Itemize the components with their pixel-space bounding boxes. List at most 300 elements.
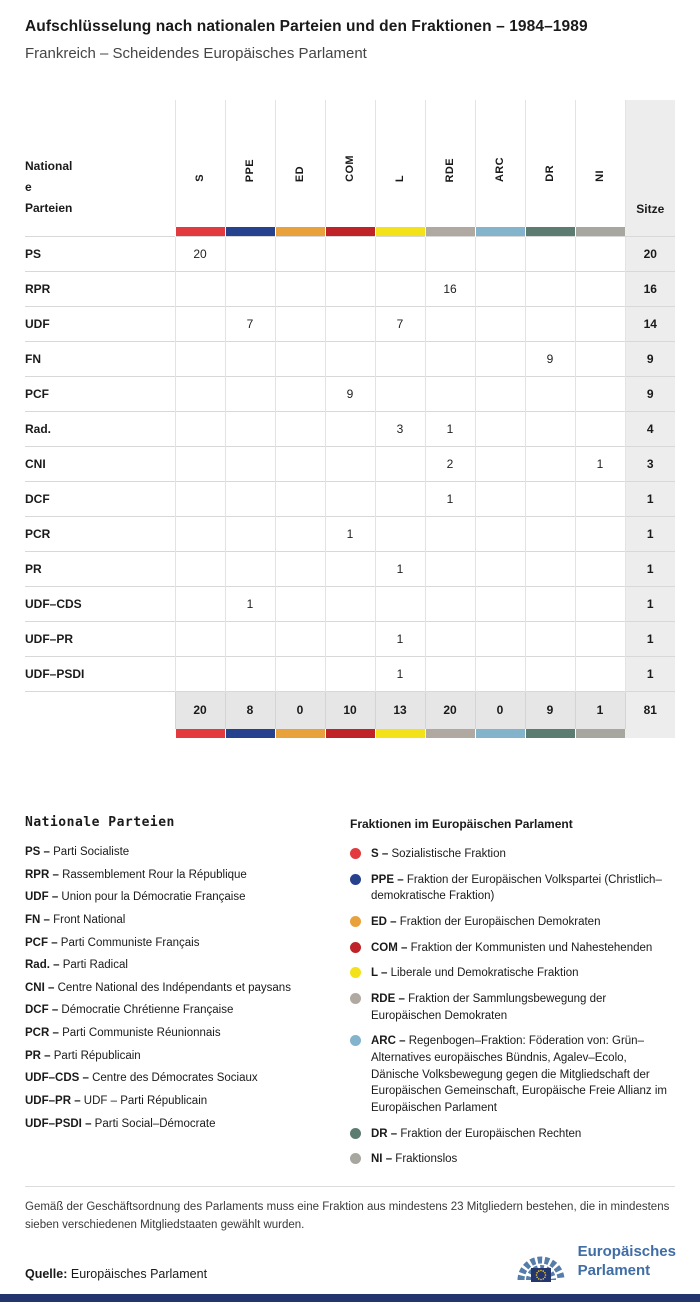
source-label: Quelle: — [25, 1267, 68, 1281]
total-cell: 1 — [575, 691, 625, 729]
color-bar-com — [325, 227, 375, 236]
value-cell — [425, 551, 475, 586]
table-row — [25, 551, 675, 586]
fraction-text: S – Sozialistische Fraktion — [371, 848, 506, 860]
fraction-text: ARC – Regenbogen–Fraktion: Föderation von: Grün–Alternatives europäisches Bündnis, Agalev–Ecolo, Dänische Volksbewegung gegen die Mitgliedschaft der Europäischen Gemeinschaft, Europäische Freie Allianz im Europäischen Parlament — [371, 1035, 667, 1115]
value-cell — [525, 516, 575, 551]
fraction-text: PPE – Fraktion der Europäischen Volkspartei (Christlich–demokratische Fraktion) — [371, 873, 662, 903]
value-cell — [225, 446, 275, 481]
value-cell: 1 — [425, 481, 475, 516]
party-legend-list — [25, 846, 350, 1130]
value-cell — [575, 516, 625, 551]
fraction-abbr: NI – — [371, 1153, 396, 1166]
party-name-cell: PCR — [25, 516, 175, 551]
value-cell — [475, 271, 525, 306]
total-cell: 10 — [325, 691, 375, 729]
party-legend-item — [25, 959, 350, 972]
value-cell — [275, 411, 325, 446]
color-bar-ni — [575, 227, 625, 236]
value-cell — [525, 481, 575, 516]
column-header-label: COM — [344, 155, 356, 182]
party-legend-item — [25, 1027, 350, 1040]
party-legend-item — [25, 1118, 350, 1131]
party-legend-item — [25, 891, 350, 904]
party-abbr: UDF–CDS – — [25, 1072, 93, 1085]
value-cell — [525, 236, 575, 271]
value-cell — [425, 621, 475, 656]
fraction-color-dot — [350, 1128, 361, 1139]
party-name: Parti Social–Démocrate — [94, 1117, 216, 1130]
value-cell — [425, 586, 475, 621]
footnote: Gemäß der Geschäftsordnung des Parlaments muss eine Fraktion aus mindestens 23 Mitgliedern bestehen, die in mindestens sieben verschiedenen Mitgliedstaaten gewählt wurden. — [25, 1186, 675, 1235]
value-cell: 1 — [325, 516, 375, 551]
fraction-abbr: ED – — [371, 916, 400, 929]
total-cell: 13 — [375, 691, 425, 729]
party-name-cell: PCF — [25, 376, 175, 411]
value-cell: 20 — [175, 236, 225, 271]
value-cell — [475, 481, 525, 516]
party-name: Parti Communiste Réunionnais — [62, 1027, 221, 1040]
party-name: Parti Radical — [62, 959, 128, 972]
party-legend-item — [25, 1050, 350, 1063]
column-header-ni — [575, 100, 625, 227]
value-cell — [325, 481, 375, 516]
fraction-color-dot — [350, 848, 361, 859]
party-legend-item — [25, 914, 350, 927]
value-cell — [375, 516, 425, 551]
fraction-abbr: ARC – — [371, 1035, 409, 1048]
source-line — [25, 1267, 207, 1281]
party-name-cell: Rad. — [25, 411, 175, 446]
column-header-label: S — [194, 174, 206, 182]
column-header-rde — [425, 100, 475, 227]
value-cell — [175, 586, 225, 621]
fraction-abbr: DR – — [371, 1127, 401, 1140]
value-cell — [275, 341, 325, 376]
value-cell — [575, 306, 625, 341]
party-legend-item — [25, 982, 350, 995]
value-cell — [575, 341, 625, 376]
value-cell — [325, 446, 375, 481]
fraction-legend-list — [350, 846, 675, 1168]
value-cell — [325, 306, 375, 341]
party-abbr: DCF – — [25, 1004, 62, 1017]
seats-cell: 14 — [625, 306, 675, 341]
fraction-color-dot — [350, 967, 361, 978]
fraction-color-dot — [350, 993, 361, 1004]
column-header-l — [375, 100, 425, 227]
column-header-ppe — [225, 100, 275, 227]
fraction-abbr: PPE – — [371, 873, 407, 886]
fraction-color-dot — [350, 916, 361, 927]
total-cell: 0 — [275, 691, 325, 729]
party-abbr: PS – — [25, 846, 54, 858]
seats-cell: 9 — [625, 376, 675, 411]
party-abbr: PCR – — [25, 1027, 63, 1040]
color-bar-row — [25, 227, 675, 236]
column-header-label: L — [394, 174, 406, 182]
party-legend-item — [25, 1004, 350, 1017]
fraction-legend-item — [350, 1033, 675, 1116]
seats-cell: 9 — [625, 341, 675, 376]
value-cell — [575, 481, 625, 516]
column-header-label: DR — [544, 165, 556, 182]
value-cell — [525, 551, 575, 586]
value-cell — [475, 656, 525, 691]
national-parties-heading: Nationale Parteien — [25, 815, 175, 830]
fraction-text: NI – Fraktionslos — [371, 1153, 458, 1166]
color-bar-dr — [525, 729, 575, 738]
value-cell — [325, 586, 375, 621]
color-bar-l — [375, 227, 425, 236]
parties-header-label: Nationale Parteien — [25, 159, 73, 215]
value-cell — [375, 446, 425, 481]
color-bar-rde — [425, 227, 475, 236]
party-name-cell: PS — [25, 236, 175, 271]
value-cell — [375, 271, 425, 306]
seats-cell: 20 — [625, 236, 675, 271]
value-cell — [475, 586, 525, 621]
color-bar-row — [25, 729, 675, 738]
table-row — [25, 411, 675, 446]
value-cell: 9 — [325, 376, 375, 411]
value-cell — [575, 376, 625, 411]
seats-cell: 1 — [625, 551, 675, 586]
table-row — [25, 236, 675, 271]
value-cell — [225, 411, 275, 446]
value-cell — [275, 446, 325, 481]
value-cell — [525, 446, 575, 481]
seats-cell: 16 — [625, 271, 675, 306]
value-cell — [425, 656, 475, 691]
page-subtitle: Frankreich – Scheidendes Europäisches Parlament — [25, 45, 367, 62]
fraction-color-dot — [350, 1153, 361, 1164]
fraction-legend-item — [350, 965, 675, 982]
total-cell: 20 — [425, 691, 475, 729]
value-cell: 7 — [225, 306, 275, 341]
value-cell — [275, 656, 325, 691]
fraction-legend-item — [350, 991, 675, 1024]
value-cell — [425, 516, 475, 551]
column-header-s — [175, 100, 225, 227]
value-cell — [175, 341, 225, 376]
value-cell — [225, 481, 275, 516]
column-header-label: ARC — [494, 156, 506, 182]
ep-hemicycle-icon — [514, 1238, 568, 1286]
value-cell — [575, 621, 625, 656]
color-bar-arc — [475, 227, 525, 236]
value-cell — [175, 306, 225, 341]
party-name-cell: UDF–CDS — [25, 586, 175, 621]
value-cell — [225, 621, 275, 656]
seats-cell: 4 — [625, 411, 675, 446]
party-legend-item — [25, 869, 350, 882]
page-header — [25, 18, 675, 62]
party-abbr: CNI – — [25, 981, 58, 994]
value-cell: 1 — [425, 411, 475, 446]
value-cell — [575, 551, 625, 586]
value-cell — [275, 271, 325, 306]
color-bar-s — [175, 227, 225, 236]
value-cell — [575, 236, 625, 271]
value-cell — [475, 236, 525, 271]
value-cell — [575, 586, 625, 621]
value-cell — [375, 236, 425, 271]
value-cell — [525, 621, 575, 656]
fraction-legend-item — [350, 846, 675, 863]
color-bar-rde — [425, 729, 475, 738]
value-cell — [475, 376, 525, 411]
table-row — [25, 516, 675, 551]
color-bar-com — [325, 729, 375, 738]
table-row — [25, 341, 675, 376]
value-cell — [225, 341, 275, 376]
seats-cell: 1 — [625, 621, 675, 656]
party-name: Centre des Démocrates Sociaux — [92, 1072, 258, 1085]
table-row — [25, 446, 675, 481]
party-abbr: RPR – — [25, 868, 63, 881]
fraction-text: RDE – Fraktion der Sammlungsbewegung der Europäischen Demokraten — [371, 993, 607, 1022]
fraction-text: ED – Fraktion der Europäischen Demokraten — [371, 916, 601, 929]
total-seats-cell: 81 — [625, 691, 675, 729]
national-parties-legend — [25, 815, 350, 1177]
party-name-cell: UDF — [25, 306, 175, 341]
value-cell — [375, 586, 425, 621]
table-row — [25, 376, 675, 411]
bottom-blue-bar — [0, 1294, 700, 1302]
seats-cell: 1 — [625, 481, 675, 516]
column-header-dr — [525, 100, 575, 227]
value-cell — [575, 656, 625, 691]
value-cell — [525, 271, 575, 306]
party-name: Parti Républicain — [53, 1049, 141, 1062]
party-legend-item — [25, 937, 350, 950]
value-cell — [175, 411, 225, 446]
value-cell — [325, 621, 375, 656]
column-header-arc — [475, 100, 525, 227]
party-abbr: PR – — [25, 1049, 54, 1062]
value-cell — [375, 481, 425, 516]
fraction-legend-item — [350, 872, 675, 905]
value-cell — [525, 411, 575, 446]
table-row — [25, 306, 675, 341]
value-cell — [425, 376, 475, 411]
fraction-legend-item — [350, 1151, 675, 1168]
value-cell — [525, 586, 575, 621]
party-name-cell: FN — [25, 341, 175, 376]
seats-table-wrap — [25, 100, 675, 738]
value-cell — [525, 376, 575, 411]
value-cell — [525, 656, 575, 691]
seats-table — [25, 100, 675, 738]
fractions-legend — [350, 815, 675, 1177]
value-cell — [525, 306, 575, 341]
value-cell: 2 — [425, 446, 475, 481]
value-cell — [575, 271, 625, 306]
fraction-color-dot — [350, 874, 361, 885]
seats-header: Sitze — [625, 100, 675, 227]
value-cell — [425, 341, 475, 376]
fraction-abbr: S – — [371, 848, 392, 860]
fraction-legend-item — [350, 1126, 675, 1143]
value-cell: 1 — [375, 621, 425, 656]
value-cell — [225, 551, 275, 586]
fraction-color-dot — [350, 1035, 361, 1046]
value-cell — [475, 621, 525, 656]
color-bar-ni — [575, 729, 625, 738]
total-cell: 20 — [175, 691, 225, 729]
ep-logo-text — [578, 1243, 676, 1281]
party-name: Front National — [53, 913, 126, 926]
value-cell — [325, 271, 375, 306]
legend-section — [25, 815, 675, 1177]
column-header-ed — [275, 100, 325, 227]
parties-header — [25, 100, 175, 227]
fraction-abbr: L – — [371, 967, 391, 980]
value-cell — [375, 376, 425, 411]
value-cell — [175, 376, 225, 411]
value-cell — [225, 516, 275, 551]
ep-logo-line2: Parlament — [577, 1262, 651, 1279]
value-cell — [325, 341, 375, 376]
party-name: UDF – Parti Républicain — [83, 1095, 208, 1108]
party-name: Parti Communiste Français — [60, 936, 200, 949]
total-cell: 8 — [225, 691, 275, 729]
value-cell — [275, 586, 325, 621]
source-text: Europäisches Parlament — [70, 1267, 208, 1281]
value-cell — [475, 551, 525, 586]
party-name: Rassemblement Rour la République — [62, 868, 247, 881]
party-name-cell: CNI — [25, 446, 175, 481]
value-cell — [575, 411, 625, 446]
table-header-row — [25, 100, 675, 227]
value-cell: 1 — [375, 551, 425, 586]
color-bar-l — [375, 729, 425, 738]
party-legend-item — [25, 1095, 350, 1108]
color-bar-arc — [475, 729, 525, 738]
value-cell: 1 — [375, 656, 425, 691]
fraction-text: DR – Fraktion der Europäischen Rechten — [371, 1127, 582, 1140]
party-name-cell: UDF–PR — [25, 621, 175, 656]
party-legend-item — [25, 1072, 350, 1085]
table-row — [25, 481, 675, 516]
page-title: Aufschlüsselung nach nationalen Parteien und den Fraktionen – 1984–1989 — [25, 18, 588, 35]
party-name-cell: UDF–PSDI — [25, 656, 175, 691]
fraction-color-dot — [350, 942, 361, 953]
total-cell: 0 — [475, 691, 525, 729]
value-cell — [275, 306, 325, 341]
column-header-label: RDE — [444, 157, 456, 182]
value-cell: 9 — [525, 341, 575, 376]
party-name: Union pour la Démocratie Française — [61, 891, 246, 904]
color-bar-ppe — [225, 729, 275, 738]
fraction-legend-item — [350, 914, 675, 931]
table-row — [25, 621, 675, 656]
color-bar-ed — [275, 227, 325, 236]
fraction-abbr: COM – — [371, 941, 411, 954]
value-cell — [325, 236, 375, 271]
party-legend-item — [25, 846, 350, 859]
value-cell — [475, 306, 525, 341]
table-row — [25, 586, 675, 621]
column-header-label: NI — [594, 170, 606, 182]
value-cell — [275, 551, 325, 586]
party-abbr: UDF–PSDI – — [25, 1117, 95, 1130]
party-name: Centre National des Indépendants et paysans — [57, 981, 291, 994]
fractions-heading: Fraktionen im Europäischen Parlament — [350, 817, 573, 831]
fraction-text: L – Liberale und Demokratische Fraktion — [371, 967, 579, 980]
value-cell — [325, 656, 375, 691]
value-cell — [225, 376, 275, 411]
value-cell — [375, 341, 425, 376]
totals-row — [25, 691, 675, 729]
fraction-legend-item — [350, 940, 675, 957]
value-cell — [475, 411, 525, 446]
value-cell — [225, 236, 275, 271]
value-cell: 16 — [425, 271, 475, 306]
color-bar-s — [175, 729, 225, 738]
column-header-label: PPE — [244, 158, 256, 182]
party-abbr: UDF–PR – — [25, 1095, 84, 1108]
value-cell — [175, 446, 225, 481]
party-name: Démocratie Chrétienne Française — [61, 1004, 234, 1017]
value-cell: 3 — [375, 411, 425, 446]
value-cell — [275, 236, 325, 271]
seats-cell: 1 — [625, 586, 675, 621]
party-abbr: Rad. – — [25, 959, 63, 972]
value-cell — [225, 271, 275, 306]
value-cell — [475, 341, 525, 376]
value-cell — [275, 481, 325, 516]
value-cell: 7 — [375, 306, 425, 341]
party-name: Parti Socialiste — [53, 846, 130, 858]
value-cell — [425, 306, 475, 341]
value-cell — [475, 446, 525, 481]
value-cell — [175, 516, 225, 551]
fraction-text: COM – Fraktion der Kommunisten und Nahestehenden — [371, 941, 653, 954]
value-cell — [175, 481, 225, 516]
column-header-label: ED — [294, 165, 306, 182]
value-cell — [175, 656, 225, 691]
table-row — [25, 271, 675, 306]
value-cell — [425, 236, 475, 271]
value-cell — [175, 621, 225, 656]
party-name-cell: PR — [25, 551, 175, 586]
column-header-com — [325, 100, 375, 227]
value-cell — [175, 551, 225, 586]
party-name-cell: RPR — [25, 271, 175, 306]
color-bar-ed — [275, 729, 325, 738]
color-bar-dr — [525, 227, 575, 236]
party-abbr: FN – — [25, 913, 54, 926]
seats-cell: 1 — [625, 516, 675, 551]
value-cell: 1 — [575, 446, 625, 481]
color-bar-ppe — [225, 227, 275, 236]
value-cell — [475, 516, 525, 551]
table-row — [25, 656, 675, 691]
value-cell — [325, 551, 375, 586]
value-cell — [275, 516, 325, 551]
total-cell: 9 — [525, 691, 575, 729]
value-cell — [275, 376, 325, 411]
ep-logo-line1: Europäisches — [577, 1243, 676, 1261]
value-cell — [325, 411, 375, 446]
value-cell — [175, 271, 225, 306]
seats-cell: 1 — [625, 656, 675, 691]
fraction-abbr: RDE – — [371, 993, 409, 1006]
value-cell — [275, 621, 325, 656]
value-cell: 1 — [225, 586, 275, 621]
